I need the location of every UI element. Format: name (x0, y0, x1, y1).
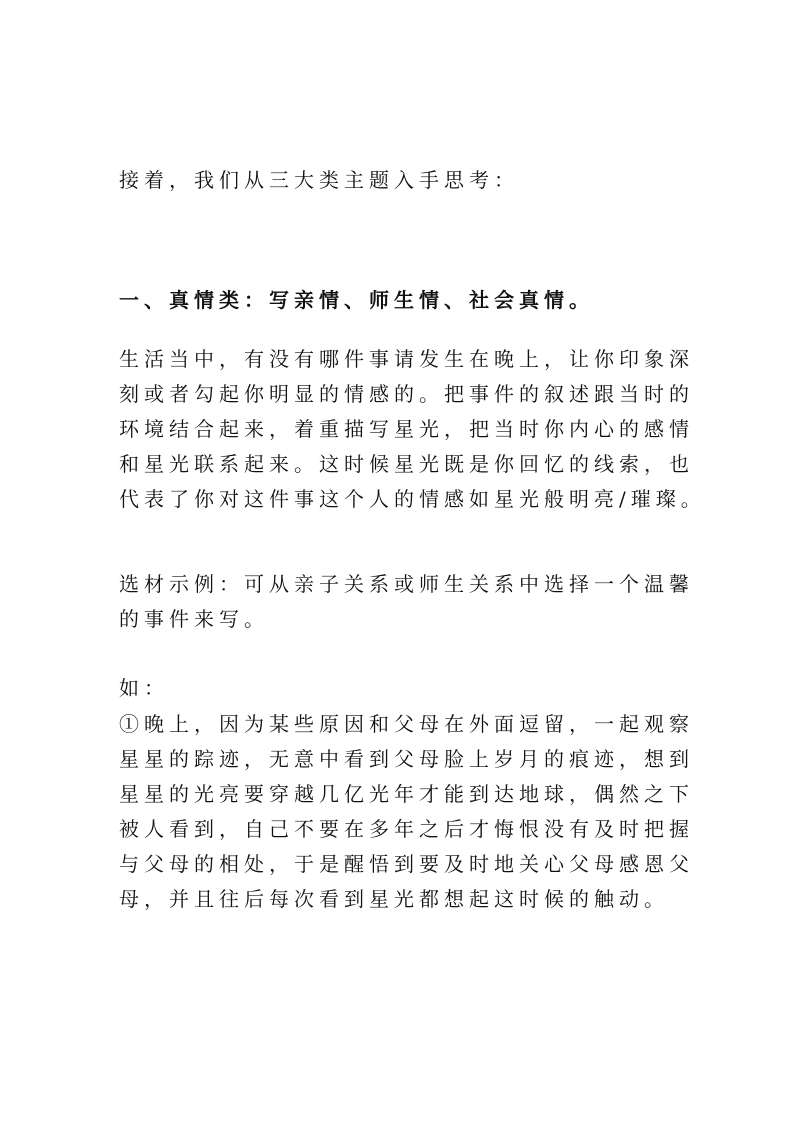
paragraph-line: 和星光联系起来。这时候星光既是你回忆的线索，也 (119, 452, 694, 476)
intro-line: 接着，我们从三大类主题入手思考： (119, 168, 519, 192)
paragraph-line: 选材示例：可从亲子关系或师生关系中选择一个温馨 (119, 572, 694, 596)
paragraph-line: 星星的光亮要穿越几亿光年才能到达地球，偶然之下 (119, 782, 694, 806)
document-page (119, 0, 706, 1123)
paragraph-line: 的事件来写。 (119, 607, 269, 631)
paragraph-line: 与父母的相处，于是醒悟到要及时地关心父母感恩父 (119, 852, 694, 876)
paragraph-line: 环境结合起来，着重描写星光，把当时你内心的感情 (119, 417, 694, 441)
paragraph-such-as: 如： (119, 676, 169, 700)
paragraph-line: 刻或者勾起你明显的情感的。把事件的叙述跟当时的 (119, 382, 694, 406)
paragraph-line: 被人看到，自己不要在多年之后才悔恨没有及时把握 (119, 817, 694, 841)
paragraph-example-intro (119, 567, 694, 637)
section-heading: 一、真情类：写亲情、师生情、社会真情。 (119, 288, 594, 312)
paragraph-line: 代表了你对这件事这个人的情感如星光般明亮/璀璨。 (119, 487, 706, 511)
paragraph-line: 星星的踪迹，无意中看到父母脸上岁月的痕迹，想到 (119, 747, 694, 771)
paragraph-line: ①晚上，因为某些原因和父母在外面逗留，一起观察 (119, 712, 694, 736)
paragraph-line: 母，并且往后每次看到星光都想起这时候的触动。 (119, 887, 669, 911)
paragraph-line: 生活当中，有没有哪件事请发生在晚上，让你印象深 (119, 347, 694, 371)
paragraph-description (119, 342, 706, 517)
paragraph-example-one (119, 707, 694, 917)
